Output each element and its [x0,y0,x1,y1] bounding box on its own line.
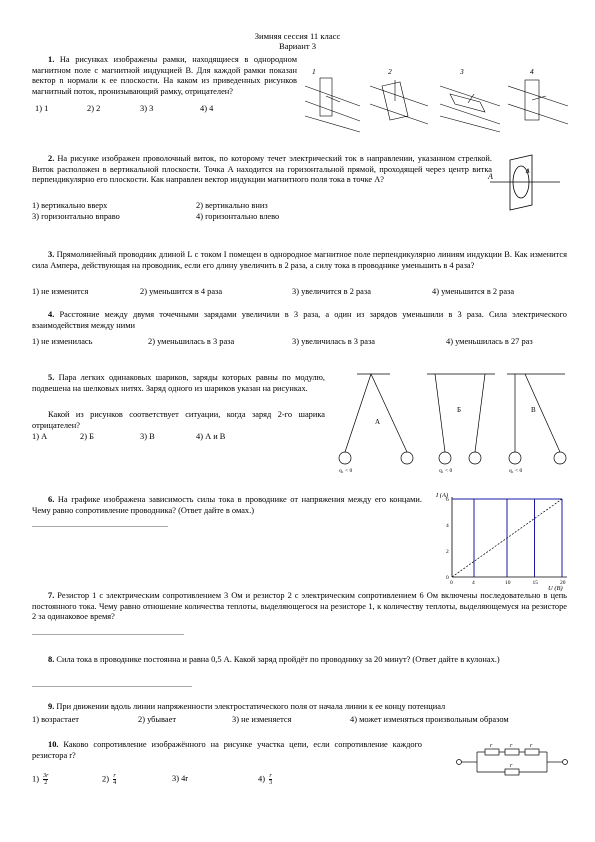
question-7 [32,591,567,623]
q6-x-tick-3: 15 [532,580,538,586]
question-9-number: 9. [48,702,55,711]
question-8 [32,655,567,666]
q9-answer-2[interactable]: 2) убывает [138,715,176,724]
q10-answer-4-label: 4) [258,774,265,784]
q8-answer-line[interactable]: ________________________________________ [32,679,192,688]
question-4-number: 4. [48,310,55,319]
q10-circuit-figure [455,740,570,780]
q10-answer-1-den: 2 [44,780,48,786]
variant-title: Вариант 3 [278,41,317,51]
q2-answer-2[interactable]: 2) вертикально вниз [196,201,268,210]
q5-fig-label-a: А [375,418,381,426]
question-3-text: Прямолинейный проводник длиной L с током I помещен в однородное магнитное поле перпендикулярно линиям индукции B. Как изменится сила Ампера, действующая на проводник, если его длину увеличить в 2 раза, а силу тока в проводнике уменьшить в 4 раза? [32,250,567,270]
q9-answer-1[interactable]: 1) возрастает [32,715,79,724]
q6-y-tick-3: 6 [446,497,449,503]
question-2-number: 2. [48,154,55,163]
q1-fig-label-4: 4 [530,67,534,76]
q1-fig-label-2: 2 [388,67,392,76]
question-7-number: 7. [48,591,55,600]
q1-answer-4[interactable]: 4) 4 [200,104,214,113]
q3-answer-4[interactable]: 4) уменьшится в 2 раза [432,287,515,296]
question-1 [32,55,297,97]
q10-resistor-label-2: r [510,743,513,749]
question-6-number: 6. [48,495,55,504]
q6-x-tick-4: 20 [560,580,566,586]
q7-answer-line[interactable]: ______________________________________ [32,627,184,636]
q10-resistor-label-1: r [490,743,493,749]
question-4 [32,310,567,331]
question-9-text: При движении вдоль линии напряженности электростатического поля от начала линии к ее концу потенциал [54,702,446,711]
q6-y-label: I (А) [436,492,449,499]
q1-answer-2[interactable]: 2) 2 [87,104,101,113]
question-5-text: Пара легких одинаковых шариков, заряды которых равны по модулю, подвешена на шелковых нитях. Заряд одного из шариков указан на рисунках. [32,373,325,393]
question-3 [32,250,567,271]
q2-point-label: A [488,172,493,181]
q1-answer-1[interactable]: 1) 1 [35,104,49,113]
q1-fig-label-3: 3 [460,67,464,76]
q2-coil-figure [490,155,570,210]
q10-answer-1-num: 3r [43,773,49,779]
q10-answer-1-fraction [43,773,48,786]
q5-balls-figure [335,372,567,472]
q10-resistor-label-4: r [510,763,513,769]
q10-answer-2-den: 4 [113,780,117,786]
q4-answer-3[interactable]: 3) увеличилась в 3 раза [292,337,376,346]
question-5 [32,373,325,394]
q5-charge-label-a: q₁ < 0 [339,468,353,474]
question-5-number: 5. [48,373,55,382]
q6-answer-line[interactable]: __________________________________ [32,519,168,528]
q4-answer-4[interactable]: 4) уменьшилась в 27 раз [446,337,533,346]
q3-answer-3[interactable]: 3) увеличится в 2 раза [292,287,371,296]
q10-answer-4[interactable] [258,773,272,786]
q6-x-tick-1: 4 [472,580,475,586]
question-8-number: 8. [48,655,55,664]
q10-answer-1-label: 1) [32,774,39,784]
q5-answer-2[interactable]: 2) Б [80,432,94,441]
q10-answer-2-fraction [113,773,116,786]
q10-answer-3[interactable]: 3) 4r [172,774,189,783]
question-2 [32,154,492,186]
q10-answer-4-den: 3 [269,780,273,786]
q1-answer-3[interactable]: 3) 3 [140,104,154,113]
q5-fig-label-v: В [531,406,536,414]
question-6-text: На графике изображена зависимость силы тока в проводнике от напряжения между его концами. Чему равно сопротивление проводника? (Ответ дайте в омах.) [32,495,422,515]
q6-y-tick-2: 4 [446,523,449,529]
question-10 [32,740,422,761]
q3-answer-2[interactable]: 2) уменьшится в 4 раза [140,287,223,296]
q4-answer-1[interactable]: 1) не изменилась [32,337,93,346]
q5-answer-1[interactable]: 1) А [32,432,48,441]
q2-answer-4[interactable]: 4) горизонтально влево [196,212,280,221]
q3-answer-1[interactable]: 1) не изменится [32,287,89,296]
question-5-prompt: Какой из рисунков соответствует ситуации, когда заряд 2-го шарика отрицателен? [32,410,325,430]
question-1-text: На рисунках изображены рамки, находящиеся в однородном магнитном поле с магнитной индукцией B. Для каждой рамки показан вектор n нормали к ее плоскости. На каком из приведенных рисунков магнитный поток, пронизывающий рамку, отрицателен? [32,55,297,96]
q10-answer-1[interactable] [32,773,48,786]
q5-answer-3[interactable]: 3) В [140,432,155,441]
q10-resistor-label-3: r [530,743,533,749]
q6-x-tick-0: 0 [450,580,453,586]
q5-answer-4[interactable]: 4) А и В [196,432,226,441]
question-3-number: 3. [48,250,55,259]
q9-answer-3[interactable]: 3) не изменяется [232,715,292,724]
question-6 [32,495,422,516]
q4-answer-2[interactable]: 2) уменьшилась в 3 раза [148,337,235,346]
q6-chart [432,492,572,592]
q6-y-tick-1: 2 [446,549,449,555]
q10-answer-2-num: r [113,773,116,779]
question-9 [32,702,567,713]
q5-charge-label-b: q₁ < 0 [439,468,453,474]
q10-answer-2-label: 2) [102,774,109,784]
q2-answer-1[interactable]: 1) вертикально вверх [32,201,108,210]
question-8-text: Сила тока в проводнике постоянна и равна 0,5 А. Какой заряд пройдёт по проводнику за 20 минут? (Ответ дайте в кулонах.) [54,655,500,664]
session-title: Зимняя сессия 11 класс [254,31,341,41]
q6-x-label: U (В) [548,585,563,592]
q1-frames-figure [300,66,570,136]
q6-y-tick-0: 0 [446,575,449,581]
question-7-text: Резистор 1 с электрическим сопротивлением 3 Ом и резистор 2 с электрическим сопротивлением 6 Ом включены последовательно в цепь постоянного тока. Чему равно отношение количества теплоты, выделяющегося на резисторе 1, к количеству теплоты, выделяющемуся на резисторе 2 за одинаковое время? [32,591,567,621]
q5-fig-label-b: Б [457,406,462,414]
question-4-text: Расстояние между двумя точечными зарядами увеличили в 3 раза, а один из зарядов уменьшили в 3 раза. Сила электрического взаимодействия между ними [32,310,567,330]
q5-charge-label-v: q₁ < 0 [509,468,523,474]
q10-answer-4-num: r [269,773,272,779]
question-1-number: 1. [48,55,55,64]
q6-x-tick-2: 10 [505,580,511,586]
q2-answer-3[interactable]: 3) горизонтально вправо [32,212,120,221]
q10-answer-4-fraction [269,773,272,786]
q1-fig-label-1: 1 [312,67,316,76]
question-2-text: На рисунке изображен проволочный виток, по которому течет электрический ток в направлении, указанном стрелкой. Виток расположен в вертикальной плоскости. Точка A находится на горизонтальной прямой, проходящей через центр витка перпендикулярно его плоскости. Как направлен вектор индукции магнитного поля тока в точке A? [32,154,492,184]
q9-answer-4[interactable]: 4) может изменяться произвольным образом [350,715,509,724]
question-10-number: 10. [48,740,59,749]
question-10-text: Каково сопротивление изображённого на рисунке участка цепи, если сопротивление каждого резистора r? [32,740,422,760]
q10-answer-2[interactable] [102,773,116,786]
